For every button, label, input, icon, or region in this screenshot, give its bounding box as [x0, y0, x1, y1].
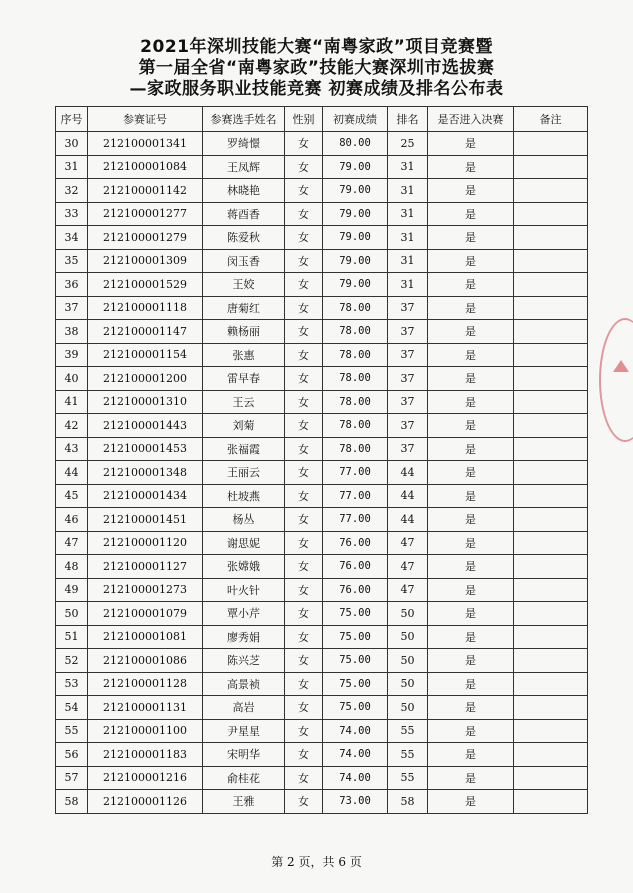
- cell-note: [514, 508, 588, 532]
- cell-name: 赖杨丽: [203, 320, 285, 344]
- table-row: [56, 390, 588, 414]
- cell-name: 雷早春: [203, 367, 285, 391]
- cell-score: 75.00: [323, 696, 388, 720]
- cell-id: 212100001451: [88, 508, 203, 532]
- cell-score: 75.00: [323, 672, 388, 696]
- cell-gender: 女: [285, 202, 323, 226]
- header-gender: 性别: [285, 107, 323, 132]
- cell-gender: 女: [285, 461, 323, 485]
- cell-no: 44: [56, 461, 88, 485]
- table-row: [56, 625, 588, 649]
- cell-name: 廖秀娟: [203, 625, 285, 649]
- cell-id: 212100001127: [88, 555, 203, 579]
- cell-score: 80.00: [323, 132, 388, 156]
- table-header-row: [56, 107, 588, 132]
- cell-rank: 31: [388, 179, 428, 203]
- cell-final: 是: [428, 696, 514, 720]
- table-row: [56, 719, 588, 743]
- header-final: 是否进入决赛: [428, 107, 514, 132]
- cell-rank: 25: [388, 132, 428, 156]
- cell-rank: 37: [388, 437, 428, 461]
- header-note: 备注: [514, 107, 588, 132]
- table-row: [56, 273, 588, 297]
- cell-no: 46: [56, 508, 88, 532]
- table-row: [56, 155, 588, 179]
- cell-final: 是: [428, 155, 514, 179]
- cell-rank: 37: [388, 343, 428, 367]
- table-row: [56, 179, 588, 203]
- cell-note: [514, 179, 588, 203]
- cell-id: 212100001309: [88, 249, 203, 273]
- cell-score: 77.00: [323, 508, 388, 532]
- table-row: [56, 555, 588, 579]
- cell-gender: 女: [285, 132, 323, 156]
- cell-score: 78.00: [323, 414, 388, 438]
- cell-id: 212100001120: [88, 531, 203, 555]
- cell-gender: 女: [285, 649, 323, 673]
- cell-final: 是: [428, 531, 514, 555]
- cell-name: 王姣: [203, 273, 285, 297]
- cell-final: 是: [428, 578, 514, 602]
- cell-note: [514, 296, 588, 320]
- cell-score: 78.00: [323, 390, 388, 414]
- cell-rank: 31: [388, 226, 428, 250]
- cell-note: [514, 226, 588, 250]
- cell-score: 78.00: [323, 437, 388, 461]
- document-title-line-2: 第一届全省“南粤家政”技能大赛深圳市选拔赛: [138, 58, 495, 78]
- cell-score: 77.00: [323, 461, 388, 485]
- cell-name: 高岩: [203, 696, 285, 720]
- cell-name: 杨丛: [203, 508, 285, 532]
- cell-score: 77.00: [323, 484, 388, 508]
- cell-id: 212100001131: [88, 696, 203, 720]
- cell-name: 陈兴芝: [203, 649, 285, 673]
- cell-name: 刘菊: [203, 414, 285, 438]
- cell-note: [514, 132, 588, 156]
- cell-id: 212100001273: [88, 578, 203, 602]
- cell-final: 是: [428, 367, 514, 391]
- cell-name: 张福霞: [203, 437, 285, 461]
- cell-name: 张惠: [203, 343, 285, 367]
- table-row: [56, 320, 588, 344]
- cell-note: [514, 273, 588, 297]
- cell-rank: 50: [388, 625, 428, 649]
- cell-id: 212100001434: [88, 484, 203, 508]
- cell-rank: 58: [388, 790, 428, 814]
- cell-final: 是: [428, 273, 514, 297]
- cell-gender: 女: [285, 249, 323, 273]
- cell-note: [514, 790, 588, 814]
- cell-rank: 31: [388, 202, 428, 226]
- table-row: [56, 367, 588, 391]
- cell-no: 33: [56, 202, 88, 226]
- header-id: 参赛证号: [88, 107, 203, 132]
- cell-name: 叶火针: [203, 578, 285, 602]
- cell-id: 212100001154: [88, 343, 203, 367]
- cell-id: 212100001310: [88, 390, 203, 414]
- cell-note: [514, 743, 588, 767]
- cell-final: 是: [428, 179, 514, 203]
- cell-name: 王丽云: [203, 461, 285, 485]
- cell-final: 是: [428, 672, 514, 696]
- cell-score: 78.00: [323, 343, 388, 367]
- cell-note: [514, 414, 588, 438]
- cell-score: 73.00: [323, 790, 388, 814]
- cell-no: 50: [56, 602, 88, 626]
- table-row: [56, 202, 588, 226]
- cell-note: [514, 625, 588, 649]
- header-rank: 排名: [388, 107, 428, 132]
- cell-no: 34: [56, 226, 88, 250]
- cell-score: 79.00: [323, 249, 388, 273]
- table-row: [56, 296, 588, 320]
- cell-no: 56: [56, 743, 88, 767]
- cell-rank: 55: [388, 719, 428, 743]
- cell-no: 57: [56, 766, 88, 790]
- cell-rank: 37: [388, 296, 428, 320]
- cell-id: 212100001147: [88, 320, 203, 344]
- cell-rank: 50: [388, 672, 428, 696]
- cell-gender: 女: [285, 343, 323, 367]
- cell-final: 是: [428, 790, 514, 814]
- cell-note: [514, 367, 588, 391]
- cell-name: 蒋酉香: [203, 202, 285, 226]
- cell-name: 覃小芹: [203, 602, 285, 626]
- cell-score: 78.00: [323, 296, 388, 320]
- cell-no: 53: [56, 672, 88, 696]
- document-title-line-1: 2021年深圳技能大赛“南粤家政”项目竞赛暨: [140, 37, 493, 57]
- cell-final: 是: [428, 555, 514, 579]
- cell-final: 是: [428, 602, 514, 626]
- cell-gender: 女: [285, 273, 323, 297]
- seal-stamp-mark: [613, 360, 629, 372]
- cell-no: 54: [56, 696, 88, 720]
- seal-stamp: [599, 318, 633, 442]
- cell-gender: 女: [285, 390, 323, 414]
- cell-gender: 女: [285, 155, 323, 179]
- cell-id: 212100001200: [88, 367, 203, 391]
- cell-score: 76.00: [323, 578, 388, 602]
- cell-no: 51: [56, 625, 88, 649]
- cell-gender: 女: [285, 531, 323, 555]
- cell-note: [514, 766, 588, 790]
- cell-score: 76.00: [323, 555, 388, 579]
- cell-name: 高景祯: [203, 672, 285, 696]
- cell-score: 75.00: [323, 649, 388, 673]
- cell-score: 75.00: [323, 625, 388, 649]
- cell-score: 74.00: [323, 719, 388, 743]
- header-name: 参赛选手姓名: [203, 107, 285, 132]
- cell-gender: 女: [285, 625, 323, 649]
- cell-id: 212100001216: [88, 766, 203, 790]
- table-row: [56, 578, 588, 602]
- cell-final: 是: [428, 508, 514, 532]
- cell-note: [514, 390, 588, 414]
- cell-note: [514, 531, 588, 555]
- cell-score: 76.00: [323, 531, 388, 555]
- table-row: [56, 743, 588, 767]
- cell-no: 30: [56, 132, 88, 156]
- cell-score: 79.00: [323, 155, 388, 179]
- cell-id: 212100001348: [88, 461, 203, 485]
- cell-no: 47: [56, 531, 88, 555]
- table-row: [56, 414, 588, 438]
- cell-name: 宋明华: [203, 743, 285, 767]
- cell-id: 212100001086: [88, 649, 203, 673]
- cell-score: 79.00: [323, 179, 388, 203]
- cell-id: 212100001118: [88, 296, 203, 320]
- cell-note: [514, 578, 588, 602]
- cell-no: 40: [56, 367, 88, 391]
- cell-no: 39: [56, 343, 88, 367]
- cell-name: 尹星星: [203, 719, 285, 743]
- cell-score: 79.00: [323, 273, 388, 297]
- cell-no: 36: [56, 273, 88, 297]
- table-row: [56, 484, 588, 508]
- cell-no: 55: [56, 719, 88, 743]
- cell-rank: 55: [388, 766, 428, 790]
- cell-final: 是: [428, 625, 514, 649]
- cell-rank: 44: [388, 461, 428, 485]
- cell-no: 43: [56, 437, 88, 461]
- cell-final: 是: [428, 719, 514, 743]
- cell-rank: 50: [388, 696, 428, 720]
- cell-rank: 31: [388, 155, 428, 179]
- cell-rank: 50: [388, 602, 428, 626]
- cell-id: 212100001277: [88, 202, 203, 226]
- cell-no: 41: [56, 390, 88, 414]
- cell-rank: 31: [388, 249, 428, 273]
- cell-name: 俞桂花: [203, 766, 285, 790]
- cell-no: 52: [56, 649, 88, 673]
- cell-gender: 女: [285, 602, 323, 626]
- cell-id: 212100001084: [88, 155, 203, 179]
- cell-id: 212100001142: [88, 179, 203, 203]
- cell-final: 是: [428, 649, 514, 673]
- cell-name: 陈爱秋: [203, 226, 285, 250]
- cell-gender: 女: [285, 672, 323, 696]
- cell-note: [514, 555, 588, 579]
- cell-no: 32: [56, 179, 88, 203]
- cell-score: 75.00: [323, 602, 388, 626]
- cell-final: 是: [428, 226, 514, 250]
- cell-rank: 37: [388, 367, 428, 391]
- cell-rank: 37: [388, 390, 428, 414]
- cell-rank: 47: [388, 531, 428, 555]
- cell-id: 212100001079: [88, 602, 203, 626]
- table-row: [56, 437, 588, 461]
- cell-gender: 女: [285, 437, 323, 461]
- cell-gender: 女: [285, 226, 323, 250]
- cell-gender: 女: [285, 508, 323, 532]
- table-row: [56, 531, 588, 555]
- cell-gender: 女: [285, 367, 323, 391]
- cell-gender: 女: [285, 484, 323, 508]
- cell-note: [514, 649, 588, 673]
- table-row: [56, 508, 588, 532]
- table-row: [56, 343, 588, 367]
- cell-final: 是: [428, 390, 514, 414]
- cell-no: 38: [56, 320, 88, 344]
- cell-rank: 55: [388, 743, 428, 767]
- cell-no: 48: [56, 555, 88, 579]
- cell-final: 是: [428, 766, 514, 790]
- cell-final: 是: [428, 132, 514, 156]
- cell-id: 212100001081: [88, 625, 203, 649]
- cell-note: [514, 672, 588, 696]
- cell-note: [514, 461, 588, 485]
- cell-name: 谢思妮: [203, 531, 285, 555]
- table-row: [56, 696, 588, 720]
- results-table: [55, 106, 588, 814]
- cell-final: 是: [428, 484, 514, 508]
- cell-score: 78.00: [323, 367, 388, 391]
- cell-gender: 女: [285, 320, 323, 344]
- cell-final: 是: [428, 320, 514, 344]
- table-row: [56, 672, 588, 696]
- document-title-line-3: —家政服务职业技能竞赛 初赛成绩及排名公布表: [129, 79, 504, 99]
- cell-no: 58: [56, 790, 88, 814]
- cell-name: 王雅: [203, 790, 285, 814]
- cell-no: 31: [56, 155, 88, 179]
- cell-score: 79.00: [323, 226, 388, 250]
- cell-final: 是: [428, 202, 514, 226]
- table-row: [56, 226, 588, 250]
- cell-note: [514, 155, 588, 179]
- cell-id: 212100001341: [88, 132, 203, 156]
- table-row: [56, 766, 588, 790]
- cell-id: 212100001128: [88, 672, 203, 696]
- cell-name: 罗绮憬: [203, 132, 285, 156]
- cell-score: 78.00: [323, 320, 388, 344]
- cell-name: 张嫦娥: [203, 555, 285, 579]
- cell-rank: 47: [388, 578, 428, 602]
- cell-rank: 44: [388, 508, 428, 532]
- cell-name: 林晓艳: [203, 179, 285, 203]
- cell-id: 212100001453: [88, 437, 203, 461]
- cell-final: 是: [428, 249, 514, 273]
- table-row: [56, 602, 588, 626]
- cell-final: 是: [428, 743, 514, 767]
- cell-id: 212100001279: [88, 226, 203, 250]
- cell-final: 是: [428, 296, 514, 320]
- cell-score: 74.00: [323, 766, 388, 790]
- table-row: [56, 649, 588, 673]
- cell-score: 74.00: [323, 743, 388, 767]
- table-body: [56, 132, 588, 814]
- cell-no: 45: [56, 484, 88, 508]
- cell-id: 212100001100: [88, 719, 203, 743]
- table-row: [56, 132, 588, 156]
- cell-id: 212100001443: [88, 414, 203, 438]
- cell-gender: 女: [285, 555, 323, 579]
- cell-gender: 女: [285, 578, 323, 602]
- cell-gender: 女: [285, 790, 323, 814]
- cell-rank: 37: [388, 320, 428, 344]
- cell-name: 闵玉香: [203, 249, 285, 273]
- cell-rank: 47: [388, 555, 428, 579]
- cell-id: 212100001529: [88, 273, 203, 297]
- header-no: 序号: [56, 107, 88, 132]
- cell-gender: 女: [285, 719, 323, 743]
- cell-id: 212100001126: [88, 790, 203, 814]
- cell-gender: 女: [285, 743, 323, 767]
- cell-gender: 女: [285, 296, 323, 320]
- cell-score: 79.00: [323, 202, 388, 226]
- cell-note: [514, 602, 588, 626]
- cell-no: 35: [56, 249, 88, 273]
- cell-rank: 44: [388, 484, 428, 508]
- cell-name: 唐菊红: [203, 296, 285, 320]
- cell-gender: 女: [285, 766, 323, 790]
- cell-gender: 女: [285, 414, 323, 438]
- cell-note: [514, 437, 588, 461]
- cell-final: 是: [428, 343, 514, 367]
- cell-final: 是: [428, 437, 514, 461]
- cell-note: [514, 719, 588, 743]
- cell-no: 37: [56, 296, 88, 320]
- cell-name: 王云: [203, 390, 285, 414]
- cell-note: [514, 202, 588, 226]
- cell-rank: 37: [388, 414, 428, 438]
- cell-final: 是: [428, 414, 514, 438]
- cell-note: [514, 249, 588, 273]
- cell-note: [514, 696, 588, 720]
- cell-note: [514, 320, 588, 344]
- cell-rank: 50: [388, 649, 428, 673]
- cell-final: 是: [428, 461, 514, 485]
- table-row: [56, 790, 588, 814]
- table-row: [56, 249, 588, 273]
- cell-name: 杜坡燕: [203, 484, 285, 508]
- cell-note: [514, 484, 588, 508]
- page-footer: 第 2 页，共 6 页: [271, 855, 362, 869]
- cell-no: 49: [56, 578, 88, 602]
- cell-id: 212100001183: [88, 743, 203, 767]
- cell-no: 42: [56, 414, 88, 438]
- header-score: 初赛成绩: [323, 107, 388, 132]
- cell-gender: 女: [285, 696, 323, 720]
- cell-rank: 31: [388, 273, 428, 297]
- cell-name: 王凤辉: [203, 155, 285, 179]
- table-row: [56, 461, 588, 485]
- cell-note: [514, 343, 588, 367]
- cell-gender: 女: [285, 179, 323, 203]
